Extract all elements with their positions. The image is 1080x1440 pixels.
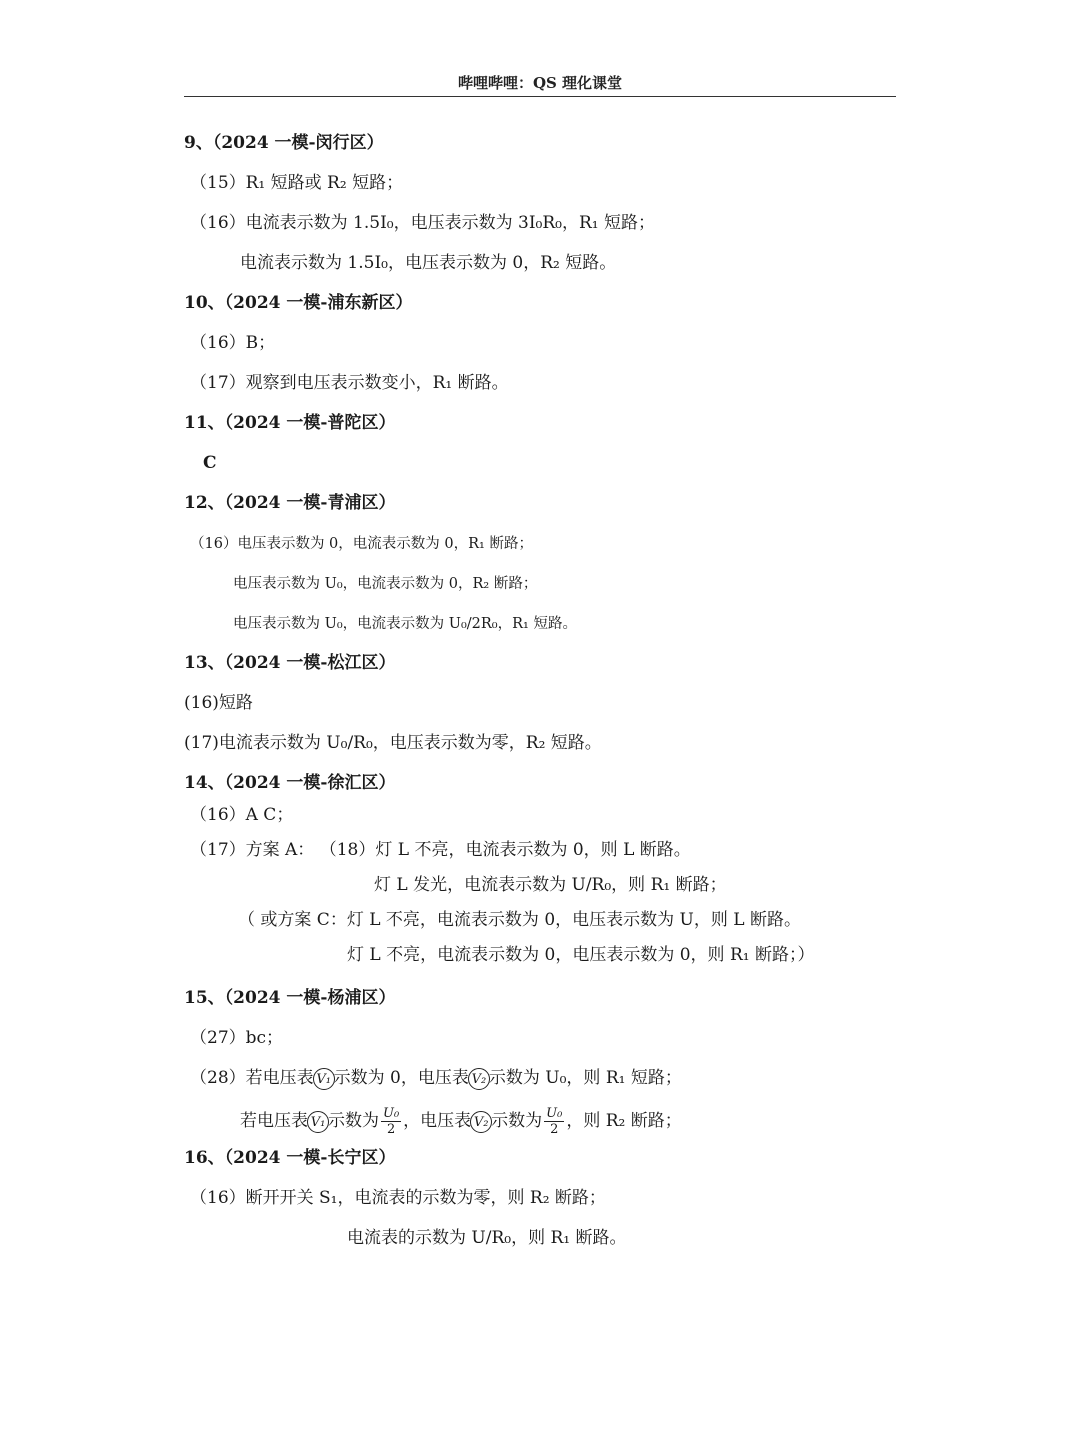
fraction-denominator: 2	[550, 1122, 559, 1137]
section-heading-12: 12、（2024 一模-青浦区）	[184, 493, 396, 513]
answer-line: 灯 L 发光，电流表示数为 U/R₀，则 R₁ 断路；	[374, 875, 727, 895]
text-segment: ，则 R₂ 断路；	[566, 1111, 682, 1131]
section-heading-16: 16、（2024 一模-长宁区）	[184, 1148, 396, 1168]
header-divider	[184, 96, 896, 97]
answer-line: 电流表示数为 1.5I₀，电压表示数为 0，R₂ 短路。	[240, 253, 617, 273]
voltmeter-v2-icon: V₂	[470, 1111, 492, 1133]
answer-line: （16）电流表示数为 1.5I₀，电压表示数为 3I₀R₀，R₁ 短路；	[190, 213, 655, 233]
answer-line: （16）A C；	[190, 805, 294, 825]
answer-line-voltmeter-fraction	[240, 1104, 682, 1138]
section-heading-10: 10、（2024 一模-浦东新区）	[184, 293, 413, 313]
section-heading-14: 14、（2024 一模-徐汇区）	[184, 773, 396, 793]
answer-line: （ 或方案 C：灯 L 不亮，电流表示数为 0，电压表示数为 U，则 L 断路。	[238, 910, 801, 930]
section-heading-11: 11、（2024 一模-普陀区）	[184, 413, 396, 433]
answer-line-voltmeter	[190, 1066, 682, 1090]
text-segment: 示数为 U₀，则 R₁ 短路；	[488, 1068, 682, 1088]
text-segment: ，电压表	[403, 1111, 472, 1131]
fraction-u0-over-2	[544, 1106, 564, 1137]
section-heading-13: 13、（2024 一模-松江区）	[184, 653, 396, 673]
answer-line: （16）断开开关 S₁，电流表的示数为零，则 R₂ 断路；	[190, 1188, 606, 1208]
answer-line: C	[203, 453, 217, 473]
section-heading-15: 15、（2024 一模-杨浦区）	[184, 988, 396, 1008]
text-segment: （28）若电压表	[190, 1068, 314, 1088]
answer-line: （15）R₁ 短路或 R₂ 短路；	[190, 173, 404, 193]
text-segment: 示数为	[328, 1111, 379, 1131]
answer-line: （16）B；	[190, 333, 276, 353]
section-heading-9: 9、（2024 一模-闵行区）	[184, 133, 384, 153]
answer-line: （16）电压表示数为 0，电流表示数为 0，R₁ 断路；	[190, 536, 533, 552]
answer-line: 电流表的示数为 U/R₀，则 R₁ 断路。	[347, 1228, 627, 1248]
answer-line: 灯 L 不亮，电流表示数为 0，电压表示数为 0，则 R₁ 断路；）	[347, 945, 815, 965]
answer-line: （17）方案 A： （18）灯 L 不亮，电流表示数为 0，则 L 断路。	[190, 840, 691, 860]
text-segment: 示数为 0，电压表	[333, 1068, 469, 1088]
answer-line: (16)短路	[184, 693, 253, 713]
fraction-numerator: U₀	[546, 1106, 563, 1121]
voltmeter-v1-icon: V₁	[313, 1068, 335, 1090]
answer-line: （27）bc；	[190, 1028, 284, 1048]
answer-line: （17）观察到电压表示数变小，R₁ 断路。	[190, 373, 509, 393]
fraction-numerator: U₀	[383, 1106, 400, 1121]
fraction-denominator: 2	[386, 1122, 396, 1137]
text-segment: 示数为	[491, 1111, 543, 1131]
voltmeter-v1-icon: V₁	[307, 1111, 329, 1133]
fraction-u0-over-2	[381, 1106, 401, 1137]
text-segment: 若电压表	[240, 1111, 308, 1131]
answer-line: 电压表示数为 U₀，电流表示数为 U₀/2R₀，R₁ 短路。	[233, 616, 577, 632]
page-header-title: 哔哩哔哩：QS 理化课堂	[457, 74, 623, 92]
answer-line: 电压表示数为 U₀，电流表示数为 0，R₂ 断路；	[233, 576, 538, 592]
answer-line: (17)电流表示数为 U₀/R₀，电压表示数为零，R₂ 短路。	[184, 733, 602, 753]
voltmeter-v2-icon: V₂	[468, 1068, 490, 1090]
